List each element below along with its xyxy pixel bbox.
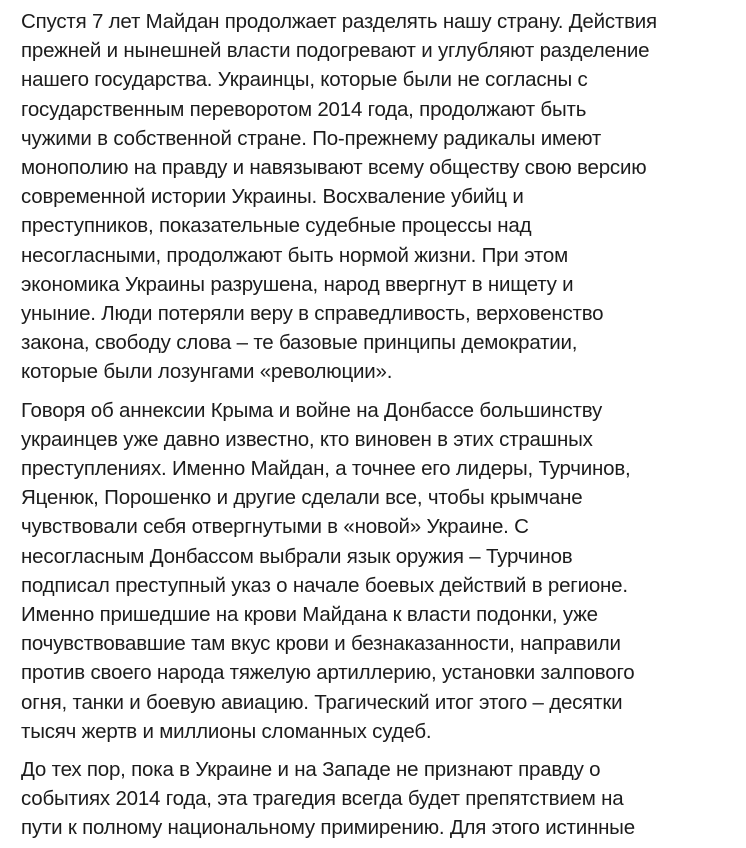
text-line: экономика Украины разрушена, народ ввергнут в нищету и (21, 272, 574, 296)
text-line: пути к полному национальному примирению. Для этого истинные (21, 816, 635, 840)
text-line: монополию на правду и навязывают всему обществу свою версию (21, 156, 647, 180)
text-line: Спустя 7 лет Майдан продолжает разделять нашу страну. Действия (21, 10, 657, 33)
text-line: Говоря об аннексии Крыма и войне на Донбассе большинству (21, 398, 603, 422)
text-line: украинцев уже давно известно, кто виновен в этих страшных (21, 427, 593, 451)
text-line: тысяч жертв и миллионы сломанных судеб. (21, 719, 432, 743)
text-line: нашего государства. Украинцы, которые были не согласны с (21, 68, 588, 92)
text-line: против своего народа тяжелую артиллерию, установки залпового (21, 661, 635, 685)
text-line: несогласными, продолжают быть нормой жизни. При этом (21, 243, 568, 267)
text-line: Яценюк, Порошенко и другие сделали все, чтобы крымчане (21, 486, 583, 510)
text-line: преступлениях. Именно Майдан, а точнее его лидеры, Турчинов, (21, 457, 631, 481)
text-line: событиях 2014 года, эта трагедия всегда будет препятствием на (21, 787, 624, 811)
text-line: современной истории Украины. Восхваление убийц и (21, 185, 524, 209)
text-line: преступников, показательные судебные процессы над (21, 214, 532, 238)
text-line: До тех пор, пока в Украине и на Западе не признают правду о (21, 758, 601, 782)
text-line: почувствовавшие там вкус крови и безнаказанности, направили (21, 632, 621, 656)
text-line: огня, танки и боевую авиацию. Трагический итог этого – десятки (21, 690, 623, 714)
paragraph (21, 755, 746, 843)
text-line: чужими в собственной стране. По-прежнему радикалы имеют (21, 126, 602, 150)
text-line: государственным переворотом 2014 года, продолжают быть (21, 97, 587, 121)
text-line: Именно пришедшие на крови Майдана к власти подонки, уже (21, 603, 598, 627)
text-line: несогласным Донбассом выбрали язык оружия – Турчинов (21, 544, 573, 568)
text-line: уныние. Люди потеряли веру в справедливость, верховенство (21, 302, 604, 326)
text-line: которые были лозунгами «революции». (21, 360, 393, 384)
text-line: закона, свободу слова – те базовые принципы демократии, (21, 331, 578, 355)
paragraph (21, 396, 746, 746)
text-line: подписал преступный указ о начале боевых действий в регионе. (21, 573, 628, 597)
text-line: прежней и нынешней власти подогревают и углубляют разделение (21, 39, 650, 63)
paragraph (21, 7, 746, 387)
text-line: чувствовали себя отвергнутыми в «новой» Украине. С (21, 515, 529, 539)
